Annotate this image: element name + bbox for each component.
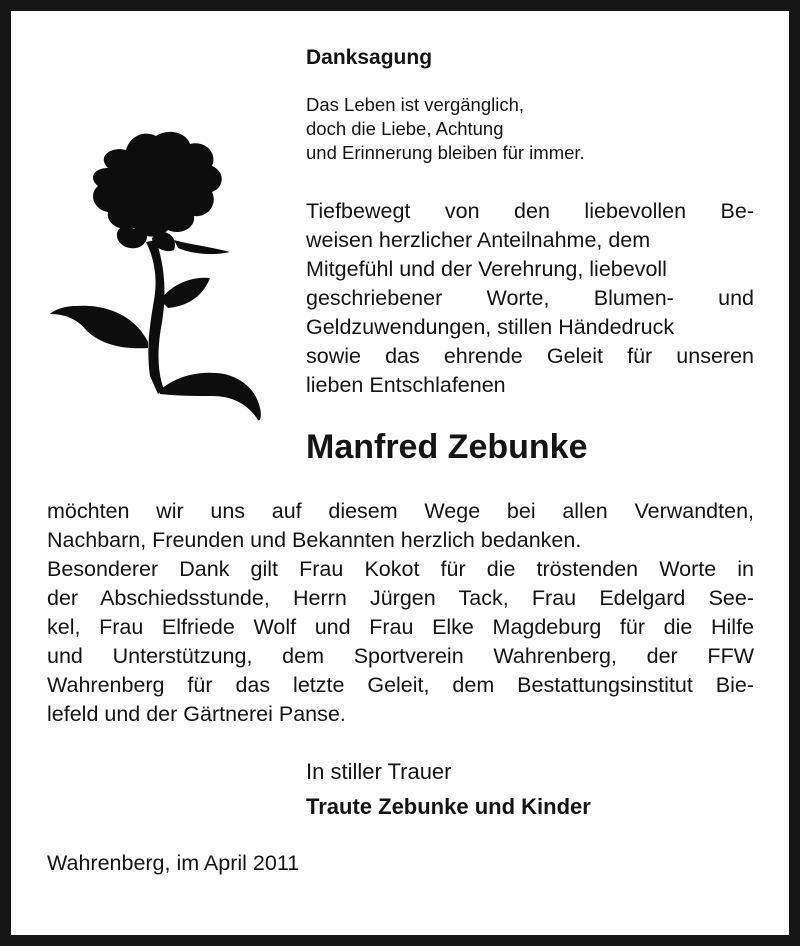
mourning-line: In stiller Trauer <box>306 759 452 784</box>
deceased-name: Manfred Zebunke <box>306 428 588 466</box>
mourners-signature: Traute Zebunke und Kinder <box>306 794 591 819</box>
place-date: Wahrenberg, im April 2011 <box>47 851 300 875</box>
intro-line: Mitgefühl und der Verehrung, liebevoll <box>306 257 667 281</box>
intro-line: sowie das ehrende Geleit für unseren <box>306 344 754 368</box>
body-line: und Unterstützung, dem Sportverein Wahrenberg, der FFW <box>47 644 754 668</box>
thanks-paragraph <box>47 497 754 729</box>
notice-title: Danksagung <box>306 46 433 69</box>
body-line: lefeld und der Gärtnerei Panse. <box>47 702 346 726</box>
body-line: möchten wir uns auf diesem Wege bei allen Verwandten, <box>47 499 754 523</box>
verse-text <box>306 93 585 165</box>
body-line: der Abschiedsstunde, Herrn Jürgen Tack, Frau Edelgard See- <box>47 586 754 610</box>
verse-line: doch die Liebe, Achtung <box>306 118 504 139</box>
intro-line: weisen herzlicher Anteilnahme, dem <box>306 228 651 252</box>
body-line: kel, Frau Elfriede Wolf und Frau Elke Magdeburg für die Hilfe <box>47 615 754 639</box>
body-line: Besonderer Dank gilt Frau Kokot für die tröstenden Worte in <box>47 557 754 581</box>
intro-paragraph <box>306 197 754 400</box>
verse-line: und Erinnerung bleiben für immer. <box>306 142 585 163</box>
verse-line: Das Leben ist vergänglich, <box>306 94 525 115</box>
intro-line: geschriebener Worte, Blumen- und <box>306 286 754 310</box>
intro-line: Tiefbewegt von den liebevollen Be- <box>306 199 754 223</box>
intro-line: Geldzuwendungen, stillen Händedruck <box>306 315 675 339</box>
body-line: Nachbarn, Freunden und Bekannten herzlich bedanken. <box>47 528 582 552</box>
body-line: Wahrenberg für das letzte Geleit, dem Bestattungsinstitut Bie- <box>47 673 754 697</box>
rose-silhouette-icon <box>46 128 268 424</box>
intro-line: lieben Entschlafenen <box>306 373 506 397</box>
